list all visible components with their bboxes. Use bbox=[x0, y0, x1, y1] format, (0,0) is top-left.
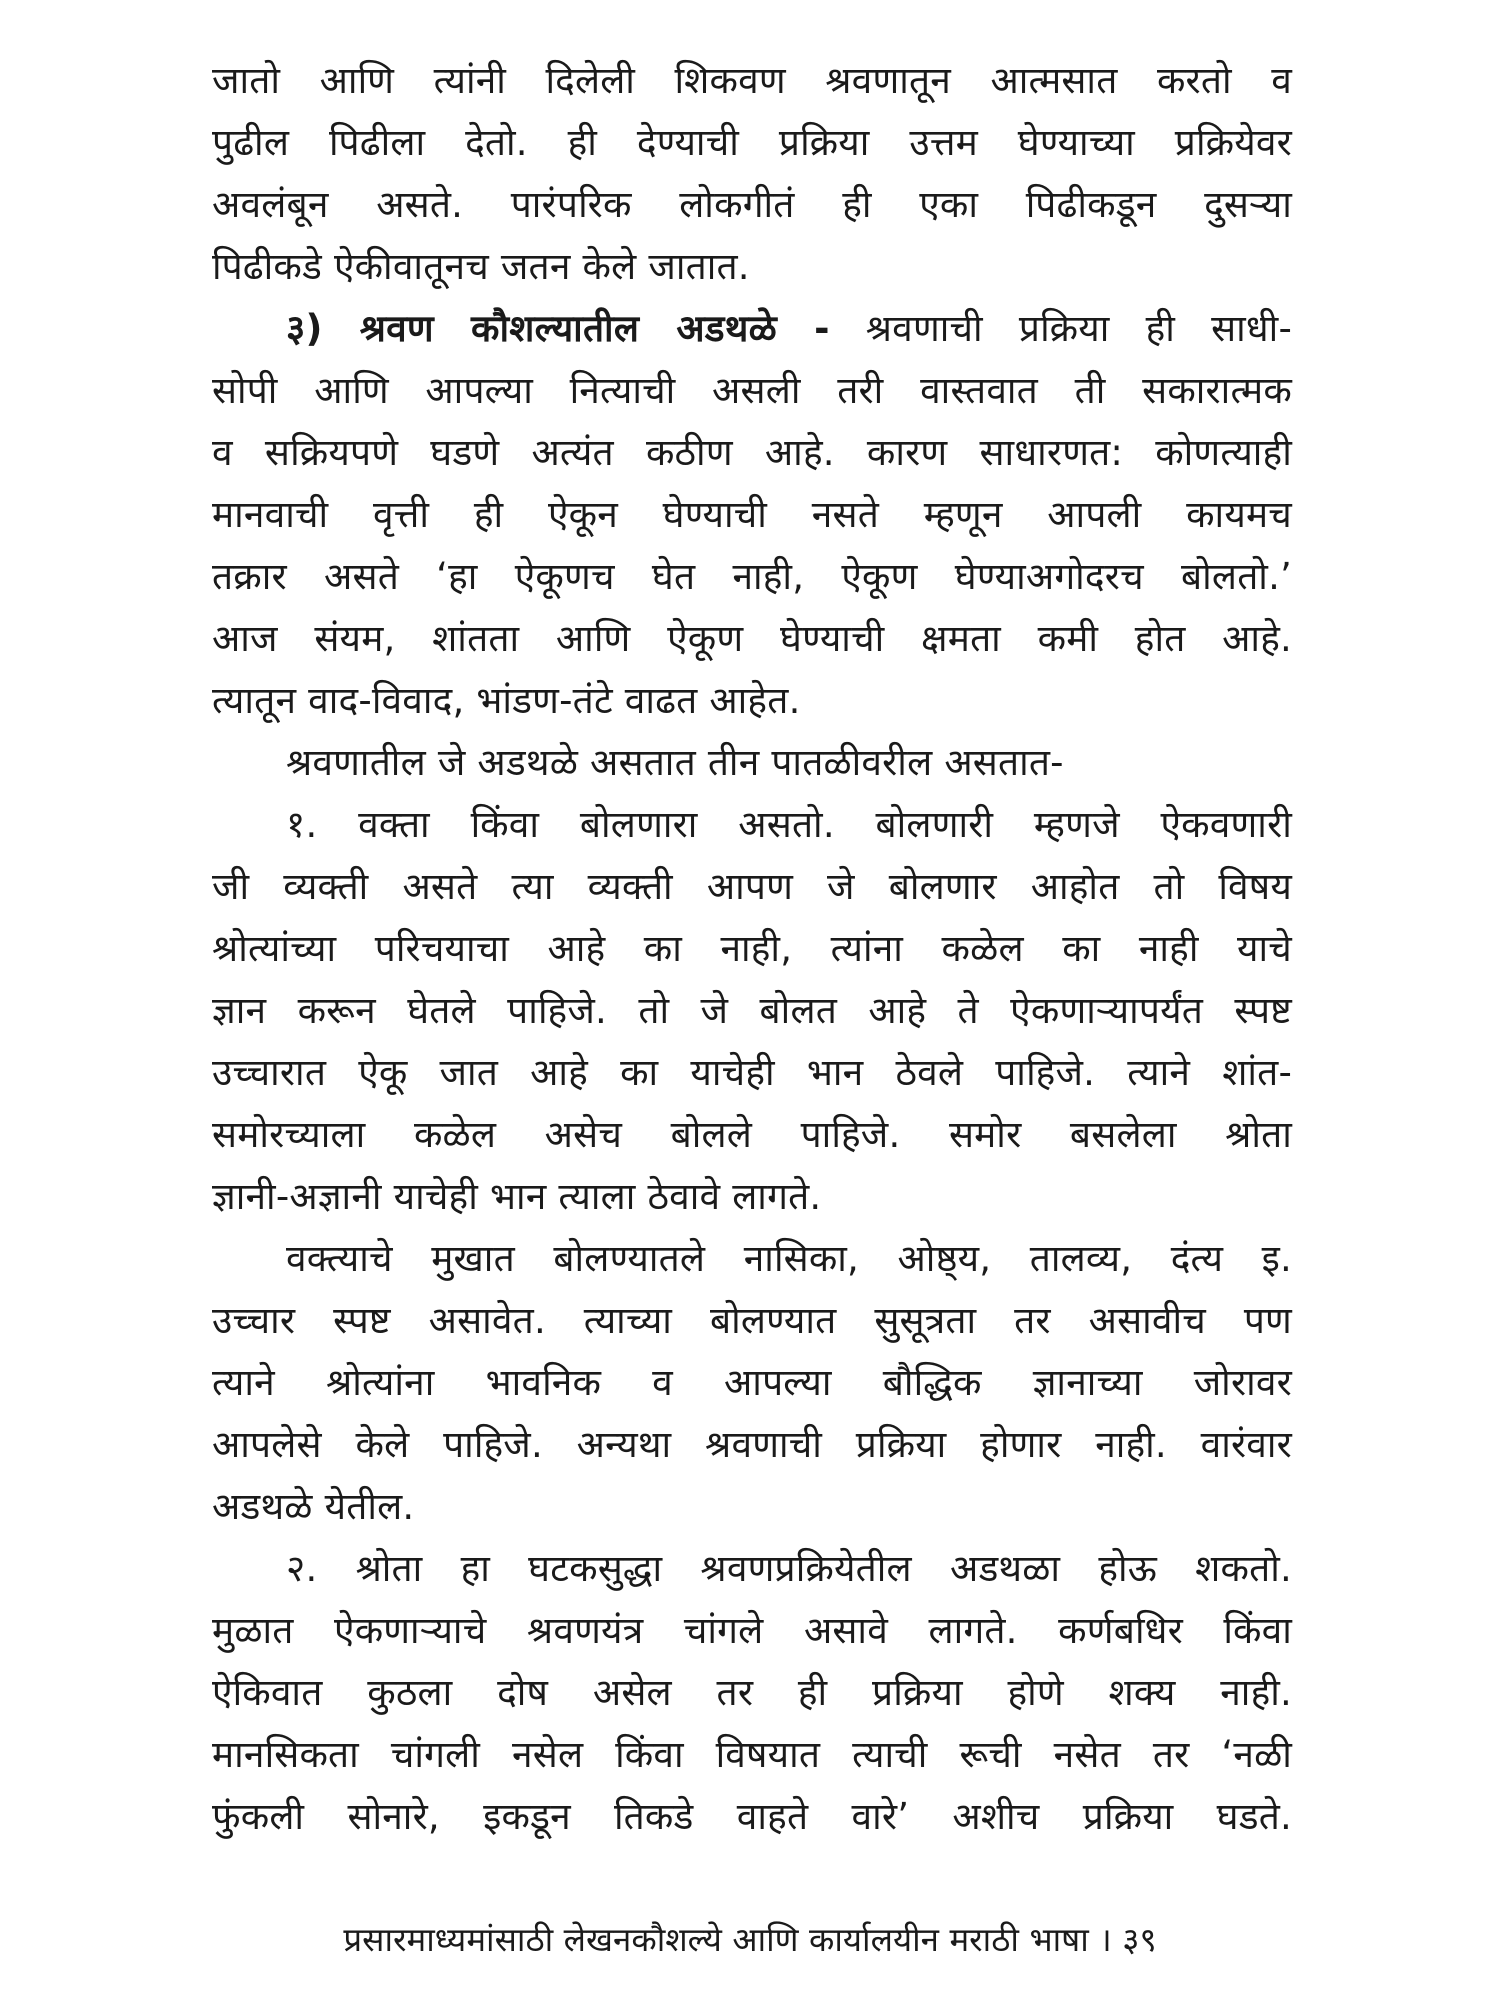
text-line: वक्त्याचे मुखात बोलण्यातले नासिका, ओष्ठ्य, तालव्य, दंत्य इ. bbox=[286, 1237, 1292, 1280]
text-line: अवलंबून असते. पारंपरिक लोकगीतं ही एका पिढीकडून दुसऱ्या bbox=[212, 183, 1292, 226]
text-line: समोरच्याला कळेल असेच बोलले पाहिजे. समोर बसलेला श्रोता bbox=[212, 1113, 1292, 1156]
text-line: पिढीकडे ऐकीवातूनच जतन केले जातात. bbox=[212, 245, 750, 288]
text-line: श्रोत्यांच्या परिचयाचा आहे का नाही, त्यांना कळेल का नाही याचे bbox=[212, 927, 1292, 970]
page-footer: प्रसारमाध्यमांसाठी लेखनकौशल्ये आणि कार्यालयीन मराठी भाषा । ३९ bbox=[343, 1920, 1157, 1959]
text-line: आपलेसे केले पाहिजे. अन्यथा श्रवणाची प्रक्रिया होणार नाही. वारंवार bbox=[212, 1423, 1292, 1466]
text-line: फुंकली सोनारे, इकडून तिकडे वाहते वारे’ अशीच प्रक्रिया घडते. bbox=[212, 1795, 1292, 1838]
text-line: मुळात ऐकणाऱ्याचे श्रवणयंत्र चांगले असावे लागते. कर्णबधिर किंवा bbox=[212, 1609, 1292, 1652]
text-line: ऐकिवात कुठला दोष असेल तर ही प्रक्रिया होणे शक्य नाही. bbox=[212, 1671, 1292, 1714]
text-line: तक्रार असते ‘हा ऐकूणच घेत नाही, ऐकूण घेण्याअगोदरच बोलतो.’ bbox=[212, 555, 1292, 598]
text-line: मानवाची वृत्ती ही ऐकून घेण्याची नसते म्हणून आपली कायमच bbox=[212, 493, 1292, 536]
text-line: त्याने श्रोत्यांना भावनिक व आपल्या बौद्धिक ज्ञानाच्या जोरावर bbox=[212, 1361, 1292, 1404]
text-line: व सक्रियपणे घडणे अत्यंत कठीण आहे. कारण साधारणत: कोणत्याही bbox=[212, 431, 1292, 474]
text-line: जातो आणि त्यांनी दिलेली शिकवण श्रवणातून आत्मसात करतो व bbox=[212, 59, 1292, 102]
text-line: २. श्रोता हा घटकसुद्धा श्रवणप्रक्रियेतील अडथळा होऊ शकतो. bbox=[286, 1547, 1292, 1590]
page-body bbox=[212, 50, 1292, 1848]
text-line: जी व्यक्ती असते त्या व्यक्ती आपण जे बोलणार आहोत तो विषय bbox=[212, 865, 1292, 908]
text-line: १. वक्ता किंवा बोलणारा असतो. बोलणारी म्हणजे ऐकवणारी bbox=[286, 803, 1292, 846]
text-line: उच्चार स्पष्ट असावेत. त्याच्या बोलण्यात सुसूत्रता तर असावीच पण bbox=[212, 1299, 1292, 1342]
text-line: त्यातून वाद-विवाद, भांडण-तंटे वाढत आहेत. bbox=[212, 679, 801, 722]
text-line: श्रवणातील जे अडथळे असतात तीन पातळीवरील असतात- bbox=[286, 741, 1064, 784]
text-line: आज संयम, शांतता आणि ऐकूण घेण्याची क्षमता कमी होत आहे. bbox=[212, 617, 1292, 660]
text-line: सोपी आणि आपल्या नित्याची असली तरी वास्तवात ती सकारात्मक bbox=[212, 369, 1292, 412]
section-heading: ३) श्रवण कौशल्यातील अडथळे - bbox=[286, 307, 830, 350]
text-line: अडथळे येतील. bbox=[212, 1485, 415, 1528]
text-line: ज्ञानी-अज्ञानी याचेही भान त्याला ठेवावे लागते. bbox=[212, 1175, 822, 1218]
text-line: उच्चारात ऐकू जात आहे का याचेही भान ठेवले पाहिजे. त्याने शांत- bbox=[212, 1051, 1292, 1094]
text-line: ज्ञान करून घेतले पाहिजे. तो जे बोलत आहे ते ऐकणाऱ्यापर्यंत स्पष्ट bbox=[212, 989, 1292, 1032]
section-heading-line bbox=[212, 298, 1292, 360]
text-line: मानसिकता चांगली नसेल किंवा विषयात त्याची रूची नसेत तर ‘नळी bbox=[212, 1733, 1292, 1776]
text-line: पुढील पिढीला देतो. ही देण्याची प्रक्रिया उत्तम घेण्याच्या प्रक्रियेवर bbox=[212, 121, 1292, 164]
section-heading-continuation: श्रवणाची प्रक्रिया ही साधी- bbox=[829, 307, 1292, 350]
